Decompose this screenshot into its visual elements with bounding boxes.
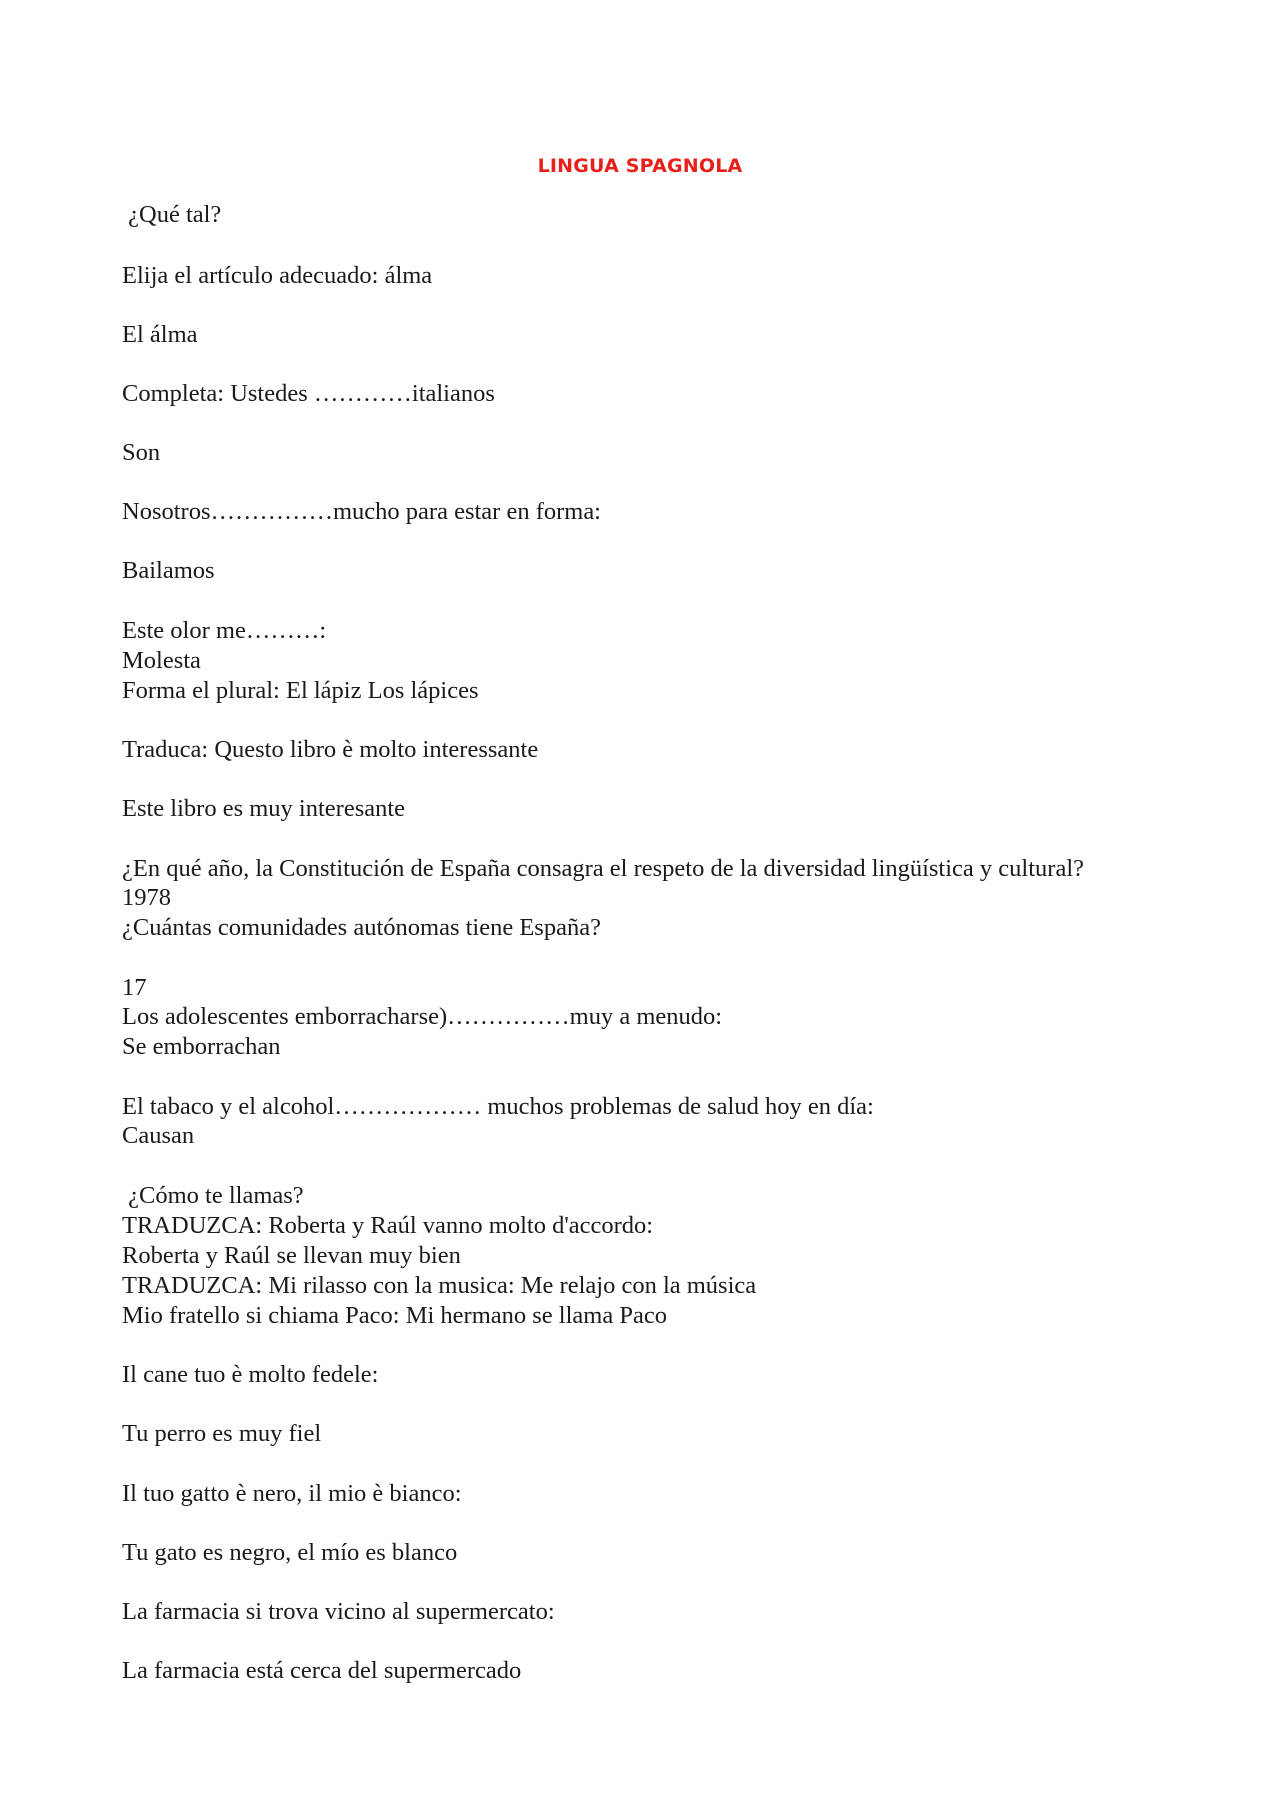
text-line: Son [122, 439, 161, 466]
text-line: ¿Cómo te llamas? [122, 1182, 304, 1209]
text-line: Tu perro es muy fiel [122, 1420, 322, 1447]
text-line: Molesta [122, 647, 201, 674]
text-line: La farmacia si trova vicino al supermercato: [122, 1598, 555, 1625]
text-line: Mio fratello si chiama Paco: Mi hermano se llama Paco [122, 1302, 667, 1329]
text-line: ¿En qué año, la Constitución de España consagra el respeto de la diversidad lingüística y cultural? [122, 855, 1084, 882]
text-line: Traduca: Questo libro è molto interessante [122, 736, 539, 763]
text-line: La farmacia está cerca del supermercado [122, 1657, 522, 1684]
text-line: Roberta y Raúl se llevan muy bien [122, 1242, 461, 1269]
text-line: ¿Cuántas comunidades autónomas tiene España? [122, 914, 601, 941]
text-line: ¿Qué tal? [122, 201, 222, 228]
text-line: El álma [122, 321, 198, 348]
text-line: Forma el plural: El lápiz Los lápices [122, 677, 479, 704]
text-line: Los adolescentes emborracharse)……………muy a menudo: [122, 1003, 723, 1030]
text-line: Nosotros……………mucho para estar en forma: [122, 498, 601, 525]
text-line: 17 [122, 974, 147, 1001]
text-line: Completa: Ustedes …………italianos [122, 380, 495, 407]
text-line: Elija el artículo adecuado: álma [122, 262, 433, 289]
text-line: TRADUZCA: Mi rilasso con la musica: Me relajo con la música [122, 1272, 757, 1299]
text-line: El tabaco y el alcohol……………… muchos problemas de salud hoy en día: [122, 1093, 874, 1120]
text-line: Il tuo gatto è nero, il mio è bianco: [122, 1480, 462, 1507]
text-line: Se emborrachan [122, 1033, 281, 1060]
text-line: Tu gato es negro, el mío es blanco [122, 1539, 458, 1566]
text-line: Il cane tuo è molto fedele: [122, 1361, 379, 1388]
text-line: Este libro es muy interesante [122, 795, 406, 822]
text-line: TRADUZCA: Roberta y Raúl vanno molto d'accordo: [122, 1212, 654, 1239]
text-line: Bailamos [122, 557, 215, 584]
document-title: LINGUA SPAGNOLA [537, 155, 743, 177]
text-line: 1978 [122, 884, 171, 911]
text-line: Este olor me………: [122, 617, 327, 644]
text-line: Causan [122, 1122, 195, 1149]
